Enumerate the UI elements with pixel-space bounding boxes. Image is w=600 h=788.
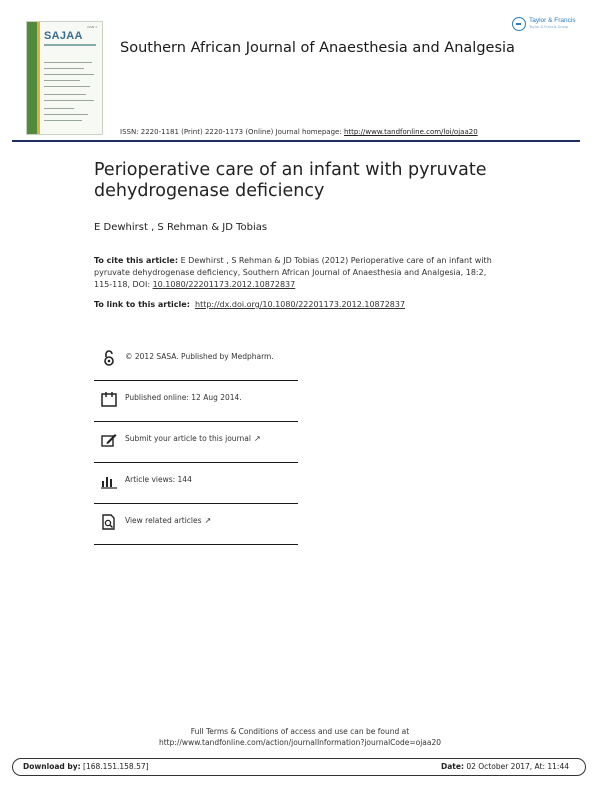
download-date xyxy=(441,762,569,771)
cover-subtitle-bar xyxy=(44,44,96,46)
issn-line xyxy=(120,128,478,136)
cover-title: SAJAA xyxy=(44,30,83,42)
related-articles-link[interactable] xyxy=(125,516,211,525)
bar-chart-icon xyxy=(100,472,118,490)
citation-label: To cite this article: xyxy=(94,256,179,265)
info-row-submit[interactable] xyxy=(94,422,298,463)
cover-line xyxy=(44,120,82,121)
date-label: Date: xyxy=(441,762,464,771)
article-authors: E Dewhirst , S Rehman & JD Tobias xyxy=(94,222,268,233)
cover-line xyxy=(44,62,92,63)
submit-article-label: Submit your article to this journal xyxy=(125,434,251,443)
info-row-copyright xyxy=(94,340,298,381)
related-articles-label: View related articles xyxy=(125,516,202,525)
cover-line xyxy=(44,80,80,81)
citation-block xyxy=(94,255,494,291)
publisher-logo[interactable] xyxy=(512,17,584,35)
published-date-text: Published online: 12 Aug 2014. xyxy=(125,393,242,402)
download-by-label: Download by: xyxy=(23,762,81,771)
article-title: Perioperative care of an infant with pyruvate dehydrogenase deficiency xyxy=(94,160,487,201)
submit-article-icon xyxy=(100,431,118,449)
journal-homepage-link[interactable]: http://www.tandfonline.com/loi/ojaa20 xyxy=(343,128,478,136)
download-info-bar xyxy=(12,758,586,776)
cover-line xyxy=(44,94,86,95)
calendar-icon xyxy=(100,390,118,408)
article-info-list xyxy=(94,340,298,545)
citation-doi-link[interactable]: 10.1080/22201173.2012.10872837 xyxy=(152,280,296,289)
submit-article-link[interactable] xyxy=(125,434,261,443)
article-link-label: To link to this article: xyxy=(94,300,190,309)
open-access-icon xyxy=(100,349,118,367)
cover-issue: ISSN 1 xyxy=(87,25,97,29)
footer-terms xyxy=(0,726,600,748)
article-link-url[interactable]: http://dx.doi.org/10.1080/22201173.2012.10872837 xyxy=(195,300,406,309)
external-link-icon: ↗ xyxy=(253,434,261,443)
issn-text: ISSN: 2220-1181 (Print) 2220-1173 (Online) Journal homepage: xyxy=(120,128,344,136)
header-rule xyxy=(12,140,580,142)
date-value: 02 October 2017, At: 11:44 xyxy=(463,762,569,771)
journal-name: Southern African Journal of Anaesthesia and Analgesia xyxy=(120,40,515,56)
info-row-views xyxy=(94,463,298,504)
article-link-block xyxy=(94,300,405,309)
cover-line xyxy=(44,108,74,109)
cover-line xyxy=(44,100,94,101)
download-by xyxy=(23,762,149,771)
cover-stripe xyxy=(27,22,37,134)
article-views-text: Article views: 144 xyxy=(125,475,192,484)
publisher-logo-icon xyxy=(512,17,526,31)
cover-line xyxy=(44,114,88,115)
publisher-tagline: Taylor & Francis Group xyxy=(529,25,569,29)
download-ip: [168.151.158.57] xyxy=(80,762,149,771)
info-row-related[interactable] xyxy=(94,504,298,545)
related-articles-icon xyxy=(100,513,118,531)
journal-cover xyxy=(26,21,103,135)
cover-line xyxy=(44,86,90,87)
info-row-published xyxy=(94,381,298,422)
terms-url[interactable]: http://www.tandfonline.com/action/journalInformation?journalCode=ojaa20 xyxy=(158,738,442,747)
publisher-name: Taylor & Francis xyxy=(529,17,576,24)
terms-line-1: Full Terms & Conditions of access and use can be found at xyxy=(190,727,410,736)
citation-text: E Dewhirst , S Rehman & JD Tobias (2012) Perioperative care of an infant with pyruvate dehydrogenase deficiency, Southern African Journal of Anaesthesia and Analgesia, 18:2, 115-118, DOI: xyxy=(94,256,492,289)
cover-line xyxy=(44,74,94,75)
cover-line xyxy=(44,68,84,69)
cover-stripe-accent xyxy=(37,22,40,134)
external-link-icon: ↗ xyxy=(204,516,212,525)
copyright-text: © 2012 SASA. Published by Medpharm. xyxy=(125,352,274,361)
